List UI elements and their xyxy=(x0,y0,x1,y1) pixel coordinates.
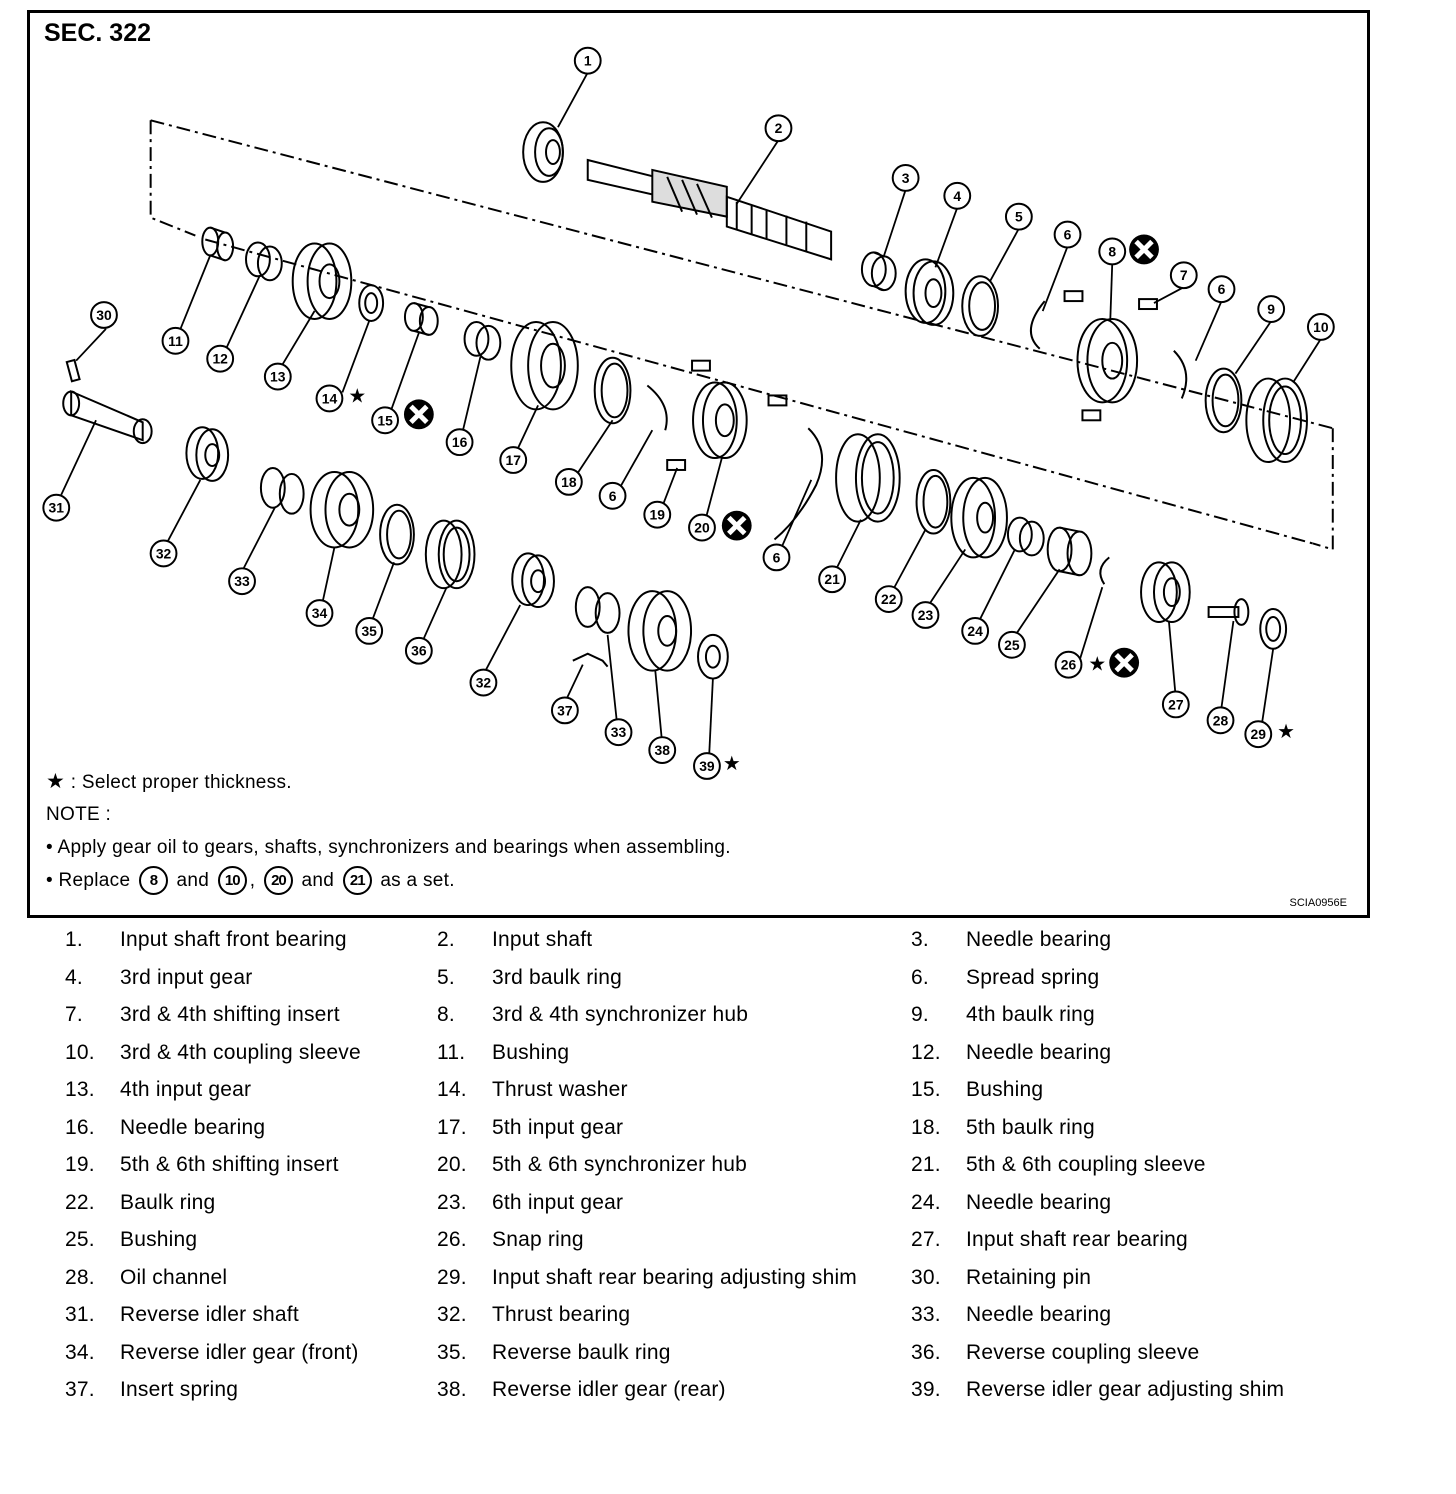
legend-number: 26. xyxy=(437,1228,467,1251)
legend-label: Bushing xyxy=(492,1040,570,1064)
callout-label: 17 xyxy=(505,451,521,468)
section-title: SEC. 322 xyxy=(44,19,152,47)
callout-label: 1 xyxy=(583,52,592,69)
part-22-ring-shape xyxy=(917,470,951,534)
legend-number: 8. xyxy=(437,1003,455,1026)
callout-label: 20 xyxy=(694,519,710,536)
part-16-needle-bearing-shape xyxy=(465,322,501,360)
callout-label: 24 xyxy=(967,622,983,639)
callout-33 xyxy=(229,568,255,594)
part-13-gear-shape xyxy=(293,243,352,318)
part-15-bushing-shape xyxy=(405,303,438,335)
callout-label: 35 xyxy=(361,622,377,639)
callout-8 xyxy=(1099,239,1125,265)
callout-34 xyxy=(307,600,333,626)
notes-block xyxy=(46,765,731,897)
legend-number: 22. xyxy=(65,1190,95,1214)
callout-19 xyxy=(644,502,670,528)
part-4-gear-shape xyxy=(906,259,954,325)
part-32-thrust-bearing-shape xyxy=(512,553,554,607)
legend-label: 3rd baulk ring xyxy=(492,965,623,989)
legend-number: 12. xyxy=(911,1040,941,1064)
callout-label: 34 xyxy=(311,604,328,621)
part-14-washer-shape xyxy=(359,285,383,321)
callout-3 xyxy=(893,165,919,191)
legend-label: Needle bearing xyxy=(966,928,1112,951)
note-heading: NOTE : xyxy=(46,804,112,825)
callout-9 xyxy=(1258,296,1284,322)
callout-label: 4 xyxy=(953,187,962,204)
part-28-oil-channel-shape xyxy=(1209,599,1249,625)
legend-label: 5th input gear xyxy=(492,1115,624,1139)
callout-33 xyxy=(606,719,632,745)
callout-30 xyxy=(91,302,117,328)
legend-label: Reverse baulk ring xyxy=(492,1340,671,1364)
part-6-spring-shape xyxy=(1174,351,1186,399)
legend-number: 11. xyxy=(437,1040,466,1064)
legend-number: 2. xyxy=(437,928,455,951)
callout-1 xyxy=(575,48,601,74)
legend-label: Needle bearing xyxy=(966,1190,1112,1214)
legend-number: 38. xyxy=(437,1378,467,1401)
callout-21 xyxy=(819,566,845,592)
callout-label: 8 xyxy=(1108,243,1117,260)
legend-number: 33. xyxy=(911,1303,941,1326)
legend-number: 16. xyxy=(65,1115,95,1139)
callout-label: 30 xyxy=(96,306,112,323)
legend-label: Bushing xyxy=(966,1078,1044,1101)
part-30-pin-shape xyxy=(67,360,80,381)
part-34-gear-shape xyxy=(311,472,374,547)
star-icon: ★ xyxy=(46,770,66,793)
legend-number: 37. xyxy=(65,1378,95,1401)
callout-bubbles xyxy=(43,48,1333,779)
callout-15 xyxy=(372,407,398,433)
callout-28 xyxy=(1208,707,1234,733)
callout-4 xyxy=(944,183,970,209)
part-3-needle-bearing-shape xyxy=(862,252,896,290)
callout-label: 5 xyxy=(1015,208,1023,225)
part-25-bushing-shape xyxy=(1048,528,1092,576)
callout-18 xyxy=(556,469,582,495)
legend-label: 3rd & 4th synchronizer hub xyxy=(492,1003,749,1026)
part-5-ring-shape xyxy=(962,276,998,336)
alignment-line xyxy=(1313,428,1333,549)
callout-6 xyxy=(600,483,626,509)
legend-number: 23. xyxy=(437,1190,467,1214)
legend-number: 39. xyxy=(911,1378,941,1401)
callout-10 xyxy=(1308,314,1334,340)
part-33-needle-bearing-shape xyxy=(261,468,304,514)
callout-label: 9 xyxy=(1267,300,1276,317)
svg-text:★: ★ xyxy=(1277,720,1295,744)
svg-text:★: ★ xyxy=(1088,652,1107,676)
svg-text:★: ★ xyxy=(722,751,741,775)
callout-6 xyxy=(1055,222,1081,248)
part-21-sleeve-shape xyxy=(836,434,900,521)
callout-2 xyxy=(766,115,792,141)
legend-number: 17. xyxy=(437,1115,467,1139)
legend-label: 5th & 6th synchronizer hub xyxy=(492,1153,748,1176)
ref-circle: 20 xyxy=(264,866,293,895)
legend-number: 30. xyxy=(911,1265,941,1289)
callout-label: 19 xyxy=(649,506,666,523)
callout-label: 21 xyxy=(824,571,840,588)
legend-label: 3rd & 4th coupling sleeve xyxy=(120,1040,361,1064)
legend-label: 6th input gear xyxy=(492,1190,624,1214)
callout-label: 6 xyxy=(1063,226,1072,243)
note-bullet-2-suffix: as a set. xyxy=(380,870,455,891)
legend-number: 31. xyxy=(65,1303,95,1326)
ref-circle: 21 xyxy=(343,866,372,895)
legend-label: 3rd input gear xyxy=(120,965,253,989)
callout-label: 39 xyxy=(699,757,715,774)
callout-13 xyxy=(265,364,291,390)
part-24-needle-bearing-shape xyxy=(1008,518,1044,556)
callout-31 xyxy=(43,495,69,521)
legend-label: Input shaft front bearing xyxy=(120,928,347,951)
legend-label: Needle bearing xyxy=(966,1303,1112,1326)
diagram-frame xyxy=(27,10,1370,918)
callout-label: 11 xyxy=(168,332,183,349)
legend-label: Input shaft rear bearing adjusting shim xyxy=(492,1265,858,1289)
legend-number: 15. xyxy=(911,1078,941,1101)
part-35-ring-shape xyxy=(380,505,414,565)
callout-17 xyxy=(500,447,526,473)
legend-label: 4th input gear xyxy=(120,1078,252,1101)
part-1-bearing-shape xyxy=(523,122,563,182)
part-8-hub-shape xyxy=(1077,319,1137,402)
callout-14 xyxy=(317,386,343,412)
star-note xyxy=(46,765,731,798)
legend-label: Reverse idler gear adjusting shim xyxy=(966,1378,1285,1401)
part-38-gear-shape xyxy=(628,591,691,670)
callout-16 xyxy=(447,429,473,455)
callout-label: 16 xyxy=(451,434,468,451)
callout-24 xyxy=(962,618,988,644)
callout-label: 18 xyxy=(561,473,577,490)
callout-7 xyxy=(1171,262,1197,288)
callout-35 xyxy=(356,618,382,644)
callout-label: 32 xyxy=(155,545,172,562)
callout-label: 31 xyxy=(48,499,64,516)
star-note-text: : Select proper thickness. xyxy=(70,772,292,793)
callout-label: 29 xyxy=(1250,726,1267,743)
legend-label: Input shaft xyxy=(492,928,593,951)
callout-36 xyxy=(406,638,432,664)
legend-number: 19. xyxy=(65,1153,95,1176)
callout-label: 7 xyxy=(1179,267,1188,284)
legend-label: 3rd & 4th shifting insert xyxy=(120,1003,340,1026)
note-bullet-2 xyxy=(46,864,731,897)
callout-label: 36 xyxy=(411,642,427,659)
callout-25 xyxy=(999,632,1025,658)
legend-label: Needle bearing xyxy=(120,1115,266,1139)
callout-27 xyxy=(1163,691,1189,717)
callout-23 xyxy=(913,602,939,628)
legend-number: 9. xyxy=(911,1003,929,1026)
part-33-needle-bearing-shape xyxy=(576,587,620,633)
legend-label: Oil channel xyxy=(120,1265,228,1289)
legend-number: 28. xyxy=(65,1265,95,1289)
svg-text:★: ★ xyxy=(348,384,367,408)
legend-number: 20. xyxy=(437,1153,467,1176)
legend-number: 35. xyxy=(437,1340,467,1364)
legend-number: 32. xyxy=(437,1303,467,1326)
legend-label: Snap ring xyxy=(492,1228,584,1251)
legend-number: 5. xyxy=(437,965,455,989)
legend-number: 14. xyxy=(437,1078,467,1101)
part-10-sleeve-shape xyxy=(1246,379,1307,462)
legend-label: 5th baulk ring xyxy=(966,1115,1095,1139)
legend-label: Reverse coupling sleeve xyxy=(966,1340,1200,1364)
legend-label: 5th & 6th shifting insert xyxy=(120,1153,339,1176)
note-comma: , xyxy=(249,870,256,891)
legend-number: 24. xyxy=(911,1190,941,1214)
legend-label: Spread spring xyxy=(966,965,1100,989)
legend-label: Baulk ring xyxy=(120,1190,216,1214)
callout-label: 28 xyxy=(1212,712,1229,729)
callout-29 xyxy=(1245,721,1271,747)
part-29-shim-shape xyxy=(1260,609,1286,649)
callout-label: 33 xyxy=(610,724,627,741)
callout-label: 10 xyxy=(1313,318,1329,335)
callout-label: 13 xyxy=(270,368,286,385)
part-6-spring-shape xyxy=(774,428,822,539)
legend-label: Reverse idler shaft xyxy=(120,1303,299,1326)
callout-label: 6 xyxy=(772,549,781,566)
legend-number: 18. xyxy=(911,1115,941,1139)
callout-label: 33 xyxy=(234,573,250,590)
part-37-spring-shape xyxy=(573,654,608,667)
legend-label: Needle bearing xyxy=(966,1040,1112,1064)
part-20-hub-shape xyxy=(693,383,747,458)
legend-label: Thrust bearing xyxy=(492,1303,631,1326)
figure-code: SCIA0956E xyxy=(1289,897,1347,909)
legend-number: 36. xyxy=(911,1340,941,1364)
callout-label: 23 xyxy=(917,606,934,623)
callout-label: 3 xyxy=(901,169,910,186)
part-18-ring-shape xyxy=(595,358,631,424)
callout-32 xyxy=(471,670,497,696)
callout-label: 27 xyxy=(1168,696,1184,713)
callout-label: 6 xyxy=(608,487,617,504)
part-32-thrust-bearing-shape xyxy=(186,427,228,481)
legend-number: 4. xyxy=(65,965,83,989)
alignment-line xyxy=(151,120,196,235)
legend-number: 3. xyxy=(911,928,929,951)
legend-number: 7. xyxy=(65,1003,83,1026)
part-36-sleeve-shape xyxy=(426,521,475,589)
legend-label: Insert spring xyxy=(120,1378,239,1401)
legend-label: Thrust washer xyxy=(492,1078,628,1101)
callout-label: 15 xyxy=(377,412,393,429)
alignment-line xyxy=(151,120,1333,428)
callout-6 xyxy=(1209,276,1235,302)
legend-label: Input shaft rear bearing xyxy=(966,1228,1188,1251)
note-and-text: and xyxy=(176,870,210,891)
callout-label: 6 xyxy=(1217,281,1226,298)
legend-label: 4th baulk ring xyxy=(966,1003,1095,1026)
legend-label: 5th & 6th coupling sleeve xyxy=(966,1153,1206,1176)
callout-label: 26 xyxy=(1060,656,1077,673)
callout-label: 2 xyxy=(774,120,783,137)
callout-label: 14 xyxy=(321,390,338,407)
part-11-bushing-shape xyxy=(202,228,233,261)
part-6-spring-shape xyxy=(1031,301,1045,349)
callout-label: 32 xyxy=(475,674,492,691)
callout-label: 22 xyxy=(881,591,897,608)
legend-number: 27. xyxy=(911,1228,941,1251)
part-17-gear-shape xyxy=(511,322,578,409)
callout-6 xyxy=(764,544,790,570)
callout-37 xyxy=(552,697,578,723)
ref-circle: 10 xyxy=(218,866,247,895)
callout-label: 37 xyxy=(557,702,573,719)
legend-number: 1. xyxy=(65,928,83,951)
legend-number: 13. xyxy=(65,1078,95,1101)
callout-26 xyxy=(1056,652,1082,678)
legend-label: Bushing xyxy=(120,1228,198,1251)
callout-22 xyxy=(876,586,902,612)
note-bullet-1: • Apply gear oil to gears, shafts, synchronizers and bearings when assembling. xyxy=(46,837,731,858)
part-23-gear-shape xyxy=(951,478,1007,557)
part-39-shim-shape xyxy=(698,635,728,679)
part-26-snap-ring-shape xyxy=(1100,557,1109,584)
callout-20 xyxy=(689,515,715,541)
callout-32 xyxy=(151,540,177,566)
callout-label: 12 xyxy=(212,350,228,367)
legend-number: 10. xyxy=(65,1040,95,1064)
legend-label: Reverse idler gear (rear) xyxy=(492,1378,726,1401)
callout-label: 38 xyxy=(654,742,670,759)
legend-number: 29. xyxy=(437,1265,467,1289)
callout-11 xyxy=(163,328,189,354)
legend-label: Reverse idler gear (front) xyxy=(120,1340,359,1364)
legend-number: 21. xyxy=(911,1153,941,1176)
note-and-text: and xyxy=(301,870,335,891)
legend-number: 34. xyxy=(65,1340,95,1364)
callout-38 xyxy=(649,737,675,763)
part-31-shaft-shape xyxy=(63,391,151,443)
legend-number: 25. xyxy=(65,1228,95,1251)
callout-5 xyxy=(1006,204,1032,230)
ref-circle: 8 xyxy=(139,866,168,895)
part-12-needle-bearing-shape xyxy=(246,242,282,280)
part-6-spring-shape xyxy=(647,386,666,431)
callout-12 xyxy=(207,346,233,372)
part-27-bearing-shape xyxy=(1141,562,1190,622)
note-bullet-2-prefix: • Replace xyxy=(46,870,131,891)
legend-label: Retaining pin xyxy=(966,1265,1092,1289)
callout-label: 25 xyxy=(1004,636,1020,653)
legend-number: 6. xyxy=(911,965,929,989)
